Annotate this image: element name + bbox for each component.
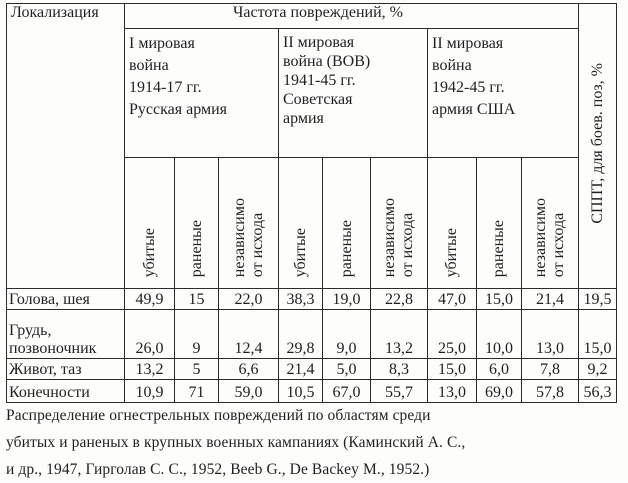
war-line: война xyxy=(432,57,472,74)
caption-line: и др., 1947, Гирголав С. С., 1952, Beeb G., De Backey M., 1952.) xyxy=(6,461,430,478)
subheader-text: раненые xyxy=(187,219,205,277)
subheader-any-outcome xyxy=(219,158,279,289)
row-label-line: Живот, таз xyxy=(9,361,82,378)
row-label-line: Конечности xyxy=(9,384,90,401)
subheader-line: от исхода xyxy=(399,212,416,277)
table-cell: 5,0 xyxy=(323,359,371,380)
caption-line: убитых и раненых в крупных военных кампаниях (Каминский А. С., xyxy=(6,434,466,451)
table-cell: 13,2 xyxy=(125,359,175,380)
table-cell: 47,0 xyxy=(428,289,477,310)
header-sppt-text: СППТ, для боев. поз, % xyxy=(588,63,606,224)
subheader-any-outcome xyxy=(522,158,579,289)
subheader-killed xyxy=(125,158,175,289)
subheader-wounded xyxy=(323,158,371,289)
subheader-line: независимо xyxy=(381,197,398,277)
table-cell: 6,6 xyxy=(219,359,279,380)
table-cell: 9,2 xyxy=(579,359,617,380)
table-cell: 10,0 xyxy=(477,310,522,359)
war-line: II мировая xyxy=(283,34,355,51)
war-header-ww2-soviet xyxy=(279,29,428,158)
war-line: армия xyxy=(283,110,324,127)
subheader-text xyxy=(231,198,267,277)
subheader-line: независимо xyxy=(230,197,248,277)
row-label-line: Грудь, xyxy=(9,322,52,339)
table-cell: 9 xyxy=(175,310,219,359)
subheader-text: убитые xyxy=(140,227,158,277)
war-line: 1914-17 гг. xyxy=(129,79,202,96)
row-label xyxy=(7,359,125,380)
table-cell: 13,2 xyxy=(371,310,428,359)
war-line: 1941-45 гг. xyxy=(283,72,356,89)
subheader-wounded xyxy=(175,158,219,289)
table-cell: 19,5 xyxy=(579,289,617,310)
table-cell: 69,0 xyxy=(477,380,522,403)
table-cell: 71 xyxy=(175,380,219,403)
table-cell: 21,4 xyxy=(279,359,323,380)
table-cell: 7,8 xyxy=(522,359,579,380)
subheader-text: раненые xyxy=(490,219,507,277)
subheader-killed xyxy=(428,158,477,289)
row-label-line: позвоночник xyxy=(9,340,97,357)
subheader-line: от исхода xyxy=(248,212,266,277)
subheader-line: независимо xyxy=(532,197,549,277)
table-cell: 55,7 xyxy=(371,380,428,403)
table-cell: 29,8 xyxy=(279,310,323,359)
injury-table xyxy=(6,3,617,403)
war-line: Русская армия xyxy=(129,101,227,118)
table-cell: 59,0 xyxy=(219,380,279,403)
table-cell: 13,0 xyxy=(522,310,579,359)
table-cell: 12,4 xyxy=(219,310,279,359)
table-cell: 57,8 xyxy=(522,380,579,403)
subheader-any-outcome xyxy=(371,158,428,289)
war-line: война xyxy=(129,57,169,74)
table-cell: 15,0 xyxy=(428,359,477,380)
header-frequency: Частота повреждений, % xyxy=(125,4,579,29)
row-label xyxy=(7,380,125,403)
table-cell: 9,0 xyxy=(323,310,371,359)
table-cell: 21,4 xyxy=(522,289,579,310)
table-cell: 25,0 xyxy=(428,310,477,359)
table-row xyxy=(7,310,617,359)
war-line: армия США xyxy=(432,101,516,118)
table-caption xyxy=(6,402,618,483)
row-label xyxy=(7,310,125,359)
subheader-text xyxy=(532,198,568,277)
row-label-line: Голова, шея xyxy=(9,291,90,308)
table-cell: 49,9 xyxy=(125,289,175,310)
table-cell: 19,0 xyxy=(323,289,371,310)
table-cell: 15 xyxy=(175,289,219,310)
subheader-killed xyxy=(279,158,323,289)
table-cell: 6,0 xyxy=(477,359,522,380)
caption-line: Распределение огнестрельных повреждений по областям среди xyxy=(6,407,431,424)
war-line: Советская xyxy=(283,91,353,108)
table-cell: 15,0 xyxy=(477,289,522,310)
table-cell: 10,5 xyxy=(279,380,323,403)
table-cell: 15,0 xyxy=(579,310,617,359)
war-line: I мировая xyxy=(129,35,195,52)
table-cell: 67,0 xyxy=(323,380,371,403)
subheader-text xyxy=(381,198,417,277)
war-line: война (ВОВ) xyxy=(283,53,371,70)
row-label xyxy=(7,289,125,310)
subheader-text: убитые xyxy=(443,227,460,277)
war-line: 1942-45 гг. xyxy=(432,79,505,96)
table-row xyxy=(7,380,617,403)
table-cell: 22,8 xyxy=(371,289,428,310)
war-line: II мировая xyxy=(432,35,504,52)
header-localization: Локализация xyxy=(7,4,125,289)
subheader-wounded xyxy=(477,158,522,289)
table-cell: 10,9 xyxy=(125,380,175,403)
subheader-text: убитые xyxy=(291,227,309,277)
table-cell: 13,0 xyxy=(428,380,477,403)
table-cell: 5 xyxy=(175,359,219,380)
header-sppt xyxy=(579,4,617,289)
table-cell: 56,3 xyxy=(579,380,617,403)
table-cell: 8,3 xyxy=(371,359,428,380)
table-cell: 26,0 xyxy=(125,310,175,359)
table-row xyxy=(7,359,617,380)
subheader-text: раненые xyxy=(337,219,355,277)
war-header-ww2-us xyxy=(428,29,579,158)
table-cell: 22,0 xyxy=(219,289,279,310)
subheader-line: от исхода xyxy=(550,212,567,277)
table-cell: 38,3 xyxy=(279,289,323,310)
war-header-ww1 xyxy=(125,29,279,158)
table-row xyxy=(7,289,617,310)
